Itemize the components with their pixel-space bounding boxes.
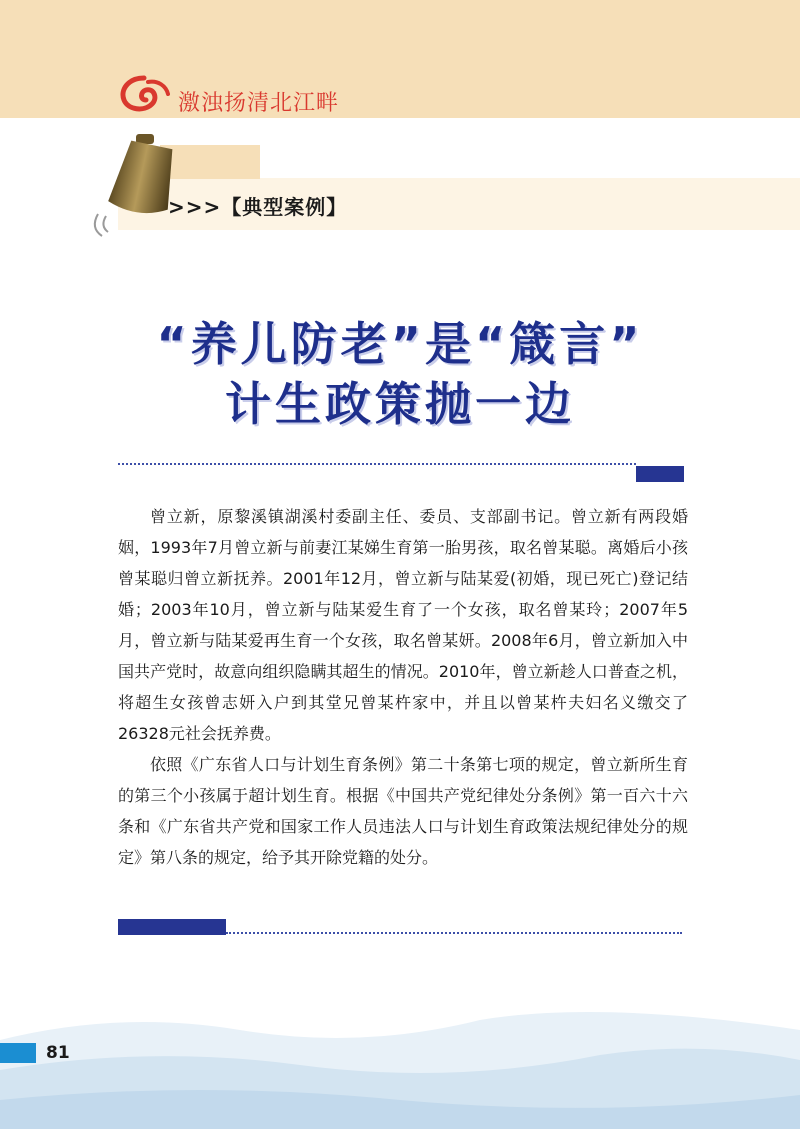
article-headline-line1: “养儿防老”是“箴言” <box>156 317 644 371</box>
article-paragraph: 依照《广东省人口与计划生育条例》第二十条第七项的规定，曾立新所生育的第三个小孩属于超计划生育。根据《中国共产党纪律处分条例》第一百六十六条和《广东省共产党和国家工作人员违法人口与计划生育政策法规纪律处分的规定》第八条的规定，给予其开除党籍的处分。 <box>118 755 688 867</box>
dotted-divider-bottom <box>226 932 682 934</box>
dotted-divider-top <box>118 463 636 465</box>
page-number-tab <box>0 1043 36 1063</box>
article-paragraph: 曾立新，原黎溪镇湖溪村委副主任、委员、支部副书记。曾立新有两段婚姻，1993年7月曾立新与前妻江某娣生育第一胎男孩，取名曾某聪。离婚后小孩曾某聪归曾立新抚养。2001年12月，曾立新与陆某爱(初婚，现已死亡)登记结婚；2003年10月，曾立新与陆某爱生育了一个女孩，取名曾某玲；2007年5月，曾立新与陆某爱再生育一个女孩，取名曾某妍。2008年6月，曾立新加入中国共产党时，故意向组织隐瞒其超生的情况。2010年，曾立新趁人口普查之机，将超生女孩曾志妍入户到其堂兄曾某杵家中，并且以曾某杵夫妇名义缴交了26328元社会抚养费。 <box>118 507 688 743</box>
article-headline-line2: 计生政策抛一边 <box>225 377 575 431</box>
magazine-title: 激浊扬清北江畔 <box>178 91 340 116</box>
bell-icon <box>84 132 184 242</box>
divider-block-bottom <box>118 919 226 935</box>
article-body <box>118 501 688 873</box>
mountain-landscape <box>0 1000 800 1129</box>
section-tag: >>>【典型案例】 <box>168 195 348 219</box>
page-number: 81 <box>46 1043 70 1063</box>
divider-block-top <box>636 466 684 482</box>
swirl-logo-icon <box>118 74 170 114</box>
